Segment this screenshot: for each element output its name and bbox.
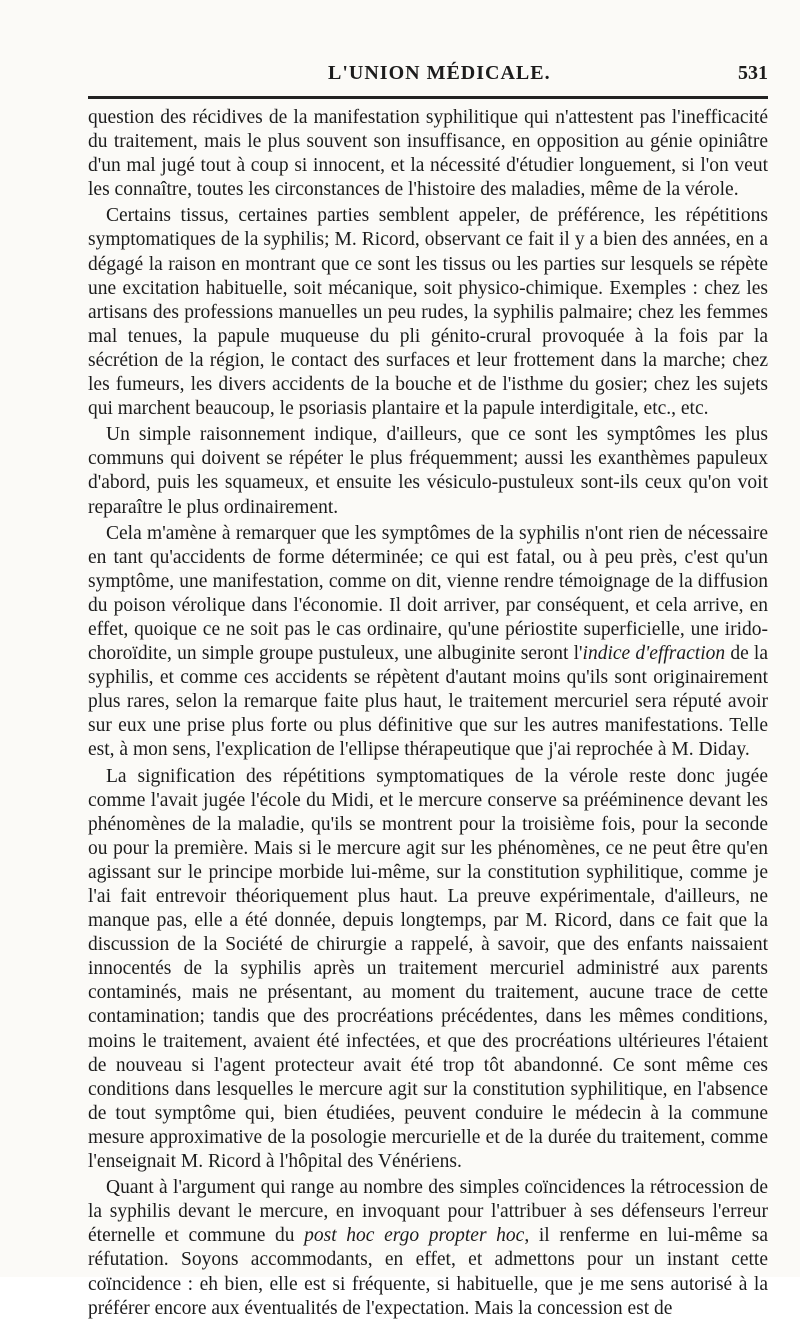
paragraph-6 (88, 1176, 768, 1321)
paragraph-4-part-2: de la syphilis, et comme ces accidents se répètent d'autant moins qu'ils sont originairement plus rares, selon la remarque faite plus haut, le traitement mercuriel sera réputé avoir sur eux une prise plus forte ou plus définitive que sur les autres manifestations. Telle est, à mon sens, l'explication de l'ellipse thérapeutique que j'ai reprochée à M. Diday. (88, 643, 768, 761)
header-rule (88, 96, 768, 99)
paragraph-3: Un simple raisonnement indique, d'ailleurs, que ce sont les symptômes les plus communs qui doivent se répéter le plus fréquemment; aussi les exanthèmes papuleux d'abord, puis les squameux, et ensuite les vésiculo-pustuleux sont-ils ceux qu'on voit reparaître le plus ordinairement. (88, 424, 768, 518)
paragraph-1: question des récidives de la manifestation syphilitique qui n'attestent pas l'inefficacité du traitement, mais le plus souvent son insuffisance, en opposition au génie opiniâtre d'un mal jugé tout à coup si innocent, et la nécessité d'étudier longuement, si l'on veut les connaître, toutes les circonstances de l'histoire des maladies, même de la vérole. (88, 107, 768, 201)
page-number: 531 (738, 62, 768, 84)
paragraph-4-part-1: Cela m'amène à remarquer que les symptômes de la syphilis n'ont rien de nécessaire en tant qu'accidents de forme déterminée; ce qui est fatal, ou à peu près, c'est qu'un symptôme, une manifestation, comme on dit, vienne rendre témoignage de la diffusion du poison vérolique dans l'économie. Il doit arriver, par conséquent, et cela arrive, en effet, quoique ce ne soit pas le cas ordinaire, qu'une périostite superficielle, une irido-choroïdite, un simple groupe pustuleux, une albuginite seront l' (88, 522, 768, 665)
paragraph-5: La signification des répétitions symptomatiques de la vérole reste donc jugée comme l'avait jugée l'école du Midi, et le mercure conserve sa prééminence devant les phénomènes de la maladie, qu'ils se montrent pour la troisième fois, pour la seconde ou pour la première. Mais si le mercure agit sur les phénomènes, ce ne peut être qu'en agissant sur le principe morbide lui-même, sur la constitution syphilitique, comme je l'ai fait entrevoir théoriquement plus haut. La preuve expérimentale, d'ailleurs, ne manque pas, elle a été donnée, depuis longtemps, par M. Ricord, dans ce fait que la discussion de la Société de chirurgie a rappelé, à savoir, que des enfants naissaient innocentés de la syphilis après un traitement mercuriel administré aux parents contaminés, mais ne présentant, au moment du traitement, aucune trace de cette contamination; tandis que des procréations précédentes, dans les mêmes conditions, moins le traitement, avaient été infectées, et que des procréations ultérieures l'étaient de nouveau si l'agent protecteur avait été trop tôt abandonné. Ce sont même ces conditions dans lesquelles le mercure agit sur la constitution syphilitique, en l'absence de tout symptôme qui, bien étudiées, peuvent conduire le médecin à la commune mesure approximative de la posologie mercurielle et de la durée du traitement, comme l'enseignait M. Ricord à l'hôpital des Vénériens. (88, 765, 768, 1173)
paragraph-6-part-1: Quant à l'argument qui range au nombre des simples coïncidences la rétrocession de la syphilis devant le mercure, en invoquant pour l'attribuer à ses défenseurs l'erreur éternelle et commune du (88, 1177, 768, 1247)
page-header (88, 62, 768, 98)
paragraph-2: Certains tissus, certaines parties semblent appeler, de préférence, les répétitions symptomatiques de la syphilis; M. Ricord, observant ce fait il y a bien des années, en a dégagé la raison en montrant que ce sont les tissus ou les parties sur lesquels se répète une excitation habituelle, soit mécanique, soit physico-chimique. Exemples : chez les artisans des professions manuelles un peu rudes, la syphilis palmaire; chez les femmes mal tenues, la papule muqueuse du pli génito-crural provoquée à la fois par la sécrétion de la région, le contact des surfaces et leur frottement dans la marche; chez les fumeurs, les divers accidents de la bouche et de l'isthme du gosier; chez les sujets qui marchent beaucoup, le psoriasis plantaire et la papule interdigitale, etc., etc. (88, 205, 768, 420)
paragraph-4 (88, 522, 768, 763)
italic-term-indice: indice d'effraction (582, 643, 726, 665)
italic-term-post-hoc: post hoc ergo propter hoc (304, 1225, 525, 1247)
body-text (88, 106, 768, 1323)
paragraph-6-part-2: , il renferme en lui-même sa réfutation. Soyons accommodants, en effet, et admettons pour un instant cette coïncidence : eh bien, elle est si fréquente, si habituelle, que je me sens autorisé à la préférer encore aux éventualités de l'expectation. Mais la concession est de (88, 1225, 768, 1319)
running-title: L'UNION MÉDICALE. (328, 62, 551, 84)
